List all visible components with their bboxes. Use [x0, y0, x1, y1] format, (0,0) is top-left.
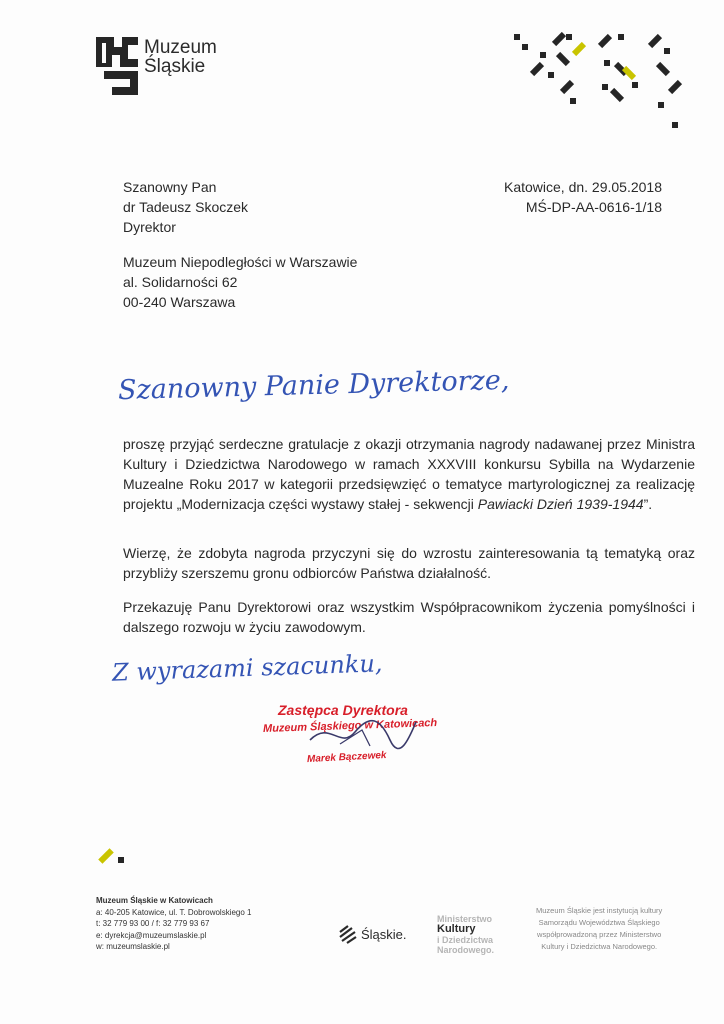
footer-email[interactable]: e: dyrekcja@muzeumslaskie.pl	[96, 930, 207, 940]
body-paragraph-1-text: proszę przyjąć serdeczne gratulacje z okazji otrzymania nagrody nadawanej przez Ministra Kultury i Dziedzictwa Narodowego w ramach XXXVIII konkursu Sybilla na Wydarzenie Muzealne Roku 2017 w kategorii przedsięwzięć o tematyce martyrologicznej za realizację projektu „Modernizacja części wystawy stałej - sekwencji	[123, 436, 695, 512]
body-paragraph-1-end: ”.	[643, 496, 653, 512]
place-date: Katowice, dn. 29.05.2018	[503, 179, 662, 195]
exhibition-title: Pawiacki Dzień 1939-1944	[477, 496, 644, 512]
museum-logo-icon	[94, 33, 140, 97]
recipient-salutation: Szanowny Pan	[123, 179, 217, 195]
recipient-city: 00-240 Warszawa	[123, 294, 236, 310]
stamp-signatory: Marek Bączewek	[306, 749, 387, 766]
footer-note-line-2: Samorządu Województwa Śląskiego	[538, 918, 660, 927]
recipient-street: al. Solidarności 62	[123, 274, 238, 290]
footer-org: Muzeum Śląskie w Katowicach	[96, 896, 213, 905]
slaskie-logo-icon	[338, 924, 358, 944]
logo-line-1: Muzeum	[144, 37, 217, 58]
footer-note-line-4: Kultury i Dziedzictwa Narodowego.	[541, 942, 658, 951]
footer-note-line-3: współprowadzoną przez Ministerstwo	[537, 930, 662, 939]
logo-line-2: Śląskie	[144, 56, 206, 77]
footer-note-line-1: Muzeum Śląskie jest instytucją kultury	[536, 906, 663, 915]
ministry-line-2: Kultury	[437, 923, 476, 935]
body-paragraph-3: Przekazuję Panu Dyrektorowi oraz wszystkim Współpracownikom życzenia pomyślności i dalszego rozwoju w życiu zawodowym.	[123, 599, 695, 635]
decorative-pattern-icon	[508, 26, 688, 136]
footer-note	[536, 905, 662, 953]
museum-logo-text	[144, 38, 217, 76]
signature-icon	[300, 710, 420, 754]
body-paragraph-2: Wierzę, że zdobyta nagroda przyczyni się do wzrostu zainteresowania tą tematyką oraz przybliży szerszemu gronu odbiorców Państwa działalność.	[123, 545, 695, 581]
slaskie-logo-text: Śląskie.	[361, 927, 407, 942]
handwritten-greeting: Szanowny Panie Dyrektorze,	[117, 364, 510, 407]
footer-contact	[96, 895, 252, 953]
ministry-line-1: Ministerstwo	[437, 914, 493, 924]
stamp-title: Zastępca Dyrektora	[278, 702, 408, 718]
handwritten-closing: Z wyrazami szacunku,	[111, 649, 383, 687]
footer-web[interactable]: w: muzeumslaskie.pl	[96, 942, 170, 951]
reference-number: MŚ-DP-AA-0616-1/18	[525, 199, 662, 215]
recipient-name: dr Tadeusz Skoczek	[123, 199, 249, 215]
ministry-line-4: Narodowego.	[437, 945, 495, 955]
footer-phone: t: 32 779 93 00 / f: 32 779 93 67	[96, 919, 210, 928]
footer-mark-icon	[96, 846, 130, 866]
recipient-title: Dyrektor	[123, 219, 176, 235]
body-paragraph-1	[123, 434, 695, 514]
recipient-institution: Muzeum Niepodległości w Warszawie	[123, 254, 358, 270]
ministry-logo	[437, 914, 494, 955]
stamp-institution: Muzeum Śląskiego w Katowicach	[262, 716, 438, 736]
footer-address: a: 40-205 Katowice, ul. T. Dobrowolskiego 1	[96, 907, 252, 917]
ministry-line-3: i Dziedzictwa	[437, 935, 494, 945]
